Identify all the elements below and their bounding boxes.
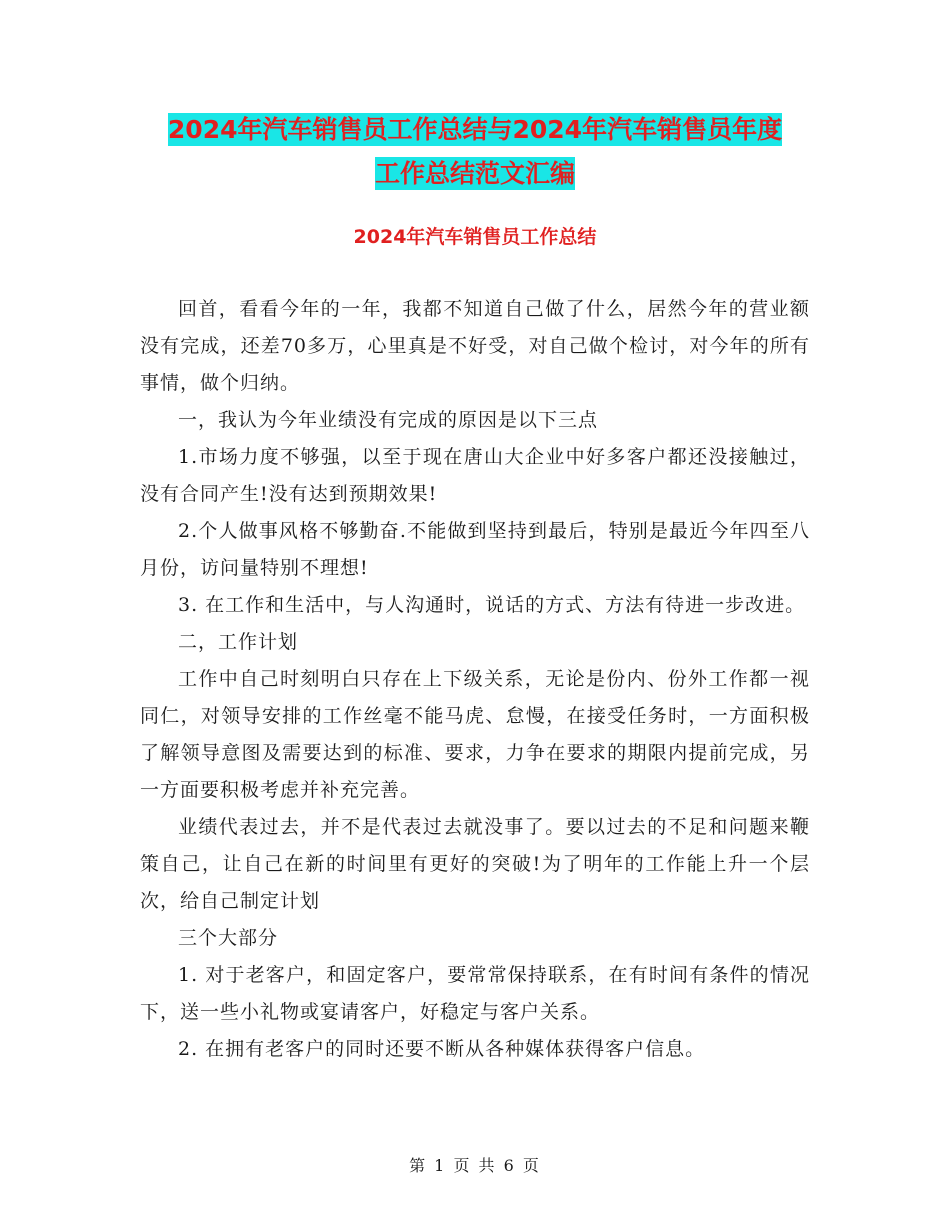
document-title xyxy=(140,108,810,196)
document-title-line2: 工作总结范文汇编 xyxy=(374,159,575,188)
paragraph: 3. 在工作和生活中，与人沟通时，说话的方式、方法有待进一步改进。 xyxy=(178,594,806,616)
paragraph: 三个大部分 xyxy=(178,927,279,949)
document-body xyxy=(140,291,810,1068)
paragraph: 回首，看看今年的一年，我都不知道自己做了什么，居然今年的营业额没有完成，还差70多万，心里真是不好受，对自己做个检讨，对今年的所有事情，做个归纳。 xyxy=(140,298,810,394)
paragraph: 2. 在拥有老客户的同时还要不断从各种媒体获得客户信息。 xyxy=(178,1038,706,1060)
paragraph: 2.个人做事风格不够勤奋.不能做到坚持到最后，特别是最近今年四至八月份，访问量特别不理想! xyxy=(140,520,810,579)
document-title-line1: 2024年汽车销售员工作总结与2024年汽车销售员年度 xyxy=(167,115,783,144)
paragraph: 1. 对于老客户，和固定客户，要常常保持联系，在有时间有条件的情况下，送一些小礼物或宴请客户，好稳定与客户关系。 xyxy=(140,964,810,1023)
paragraph: 工作中自己时刻明白只存在上下级关系，无论是份内、份外工作都一视同仁，对领导安排的工作丝毫不能马虎、怠慢，在接受任务时，一方面积极了解领导意图及需要达到的标准、要求，力争在要求的期限内提前完成，另一方面要积极考虑并补充完善。 xyxy=(140,668,810,801)
paragraph: 一，我认为今年业绩没有完成的原因是以下三点 xyxy=(178,409,599,431)
paragraph: 1.市场力度不够强，以至于现在唐山大企业中好多客户都还没接触过，没有合同产生!没有达到预期效果! xyxy=(140,446,810,505)
paragraph: 二，工作计划 xyxy=(178,631,299,653)
section-title: 2024年汽车销售员工作总结 xyxy=(353,226,597,248)
page-footer: 第 1 页 共 6 页 xyxy=(409,1156,541,1175)
paragraph: 业绩代表过去，并不是代表过去就没事了。要以过去的不足和问题来鞭策自己，让自己在新的时间里有更好的突破!为了明年的工作能上升一个层次，给自己制定计划 xyxy=(140,816,810,912)
